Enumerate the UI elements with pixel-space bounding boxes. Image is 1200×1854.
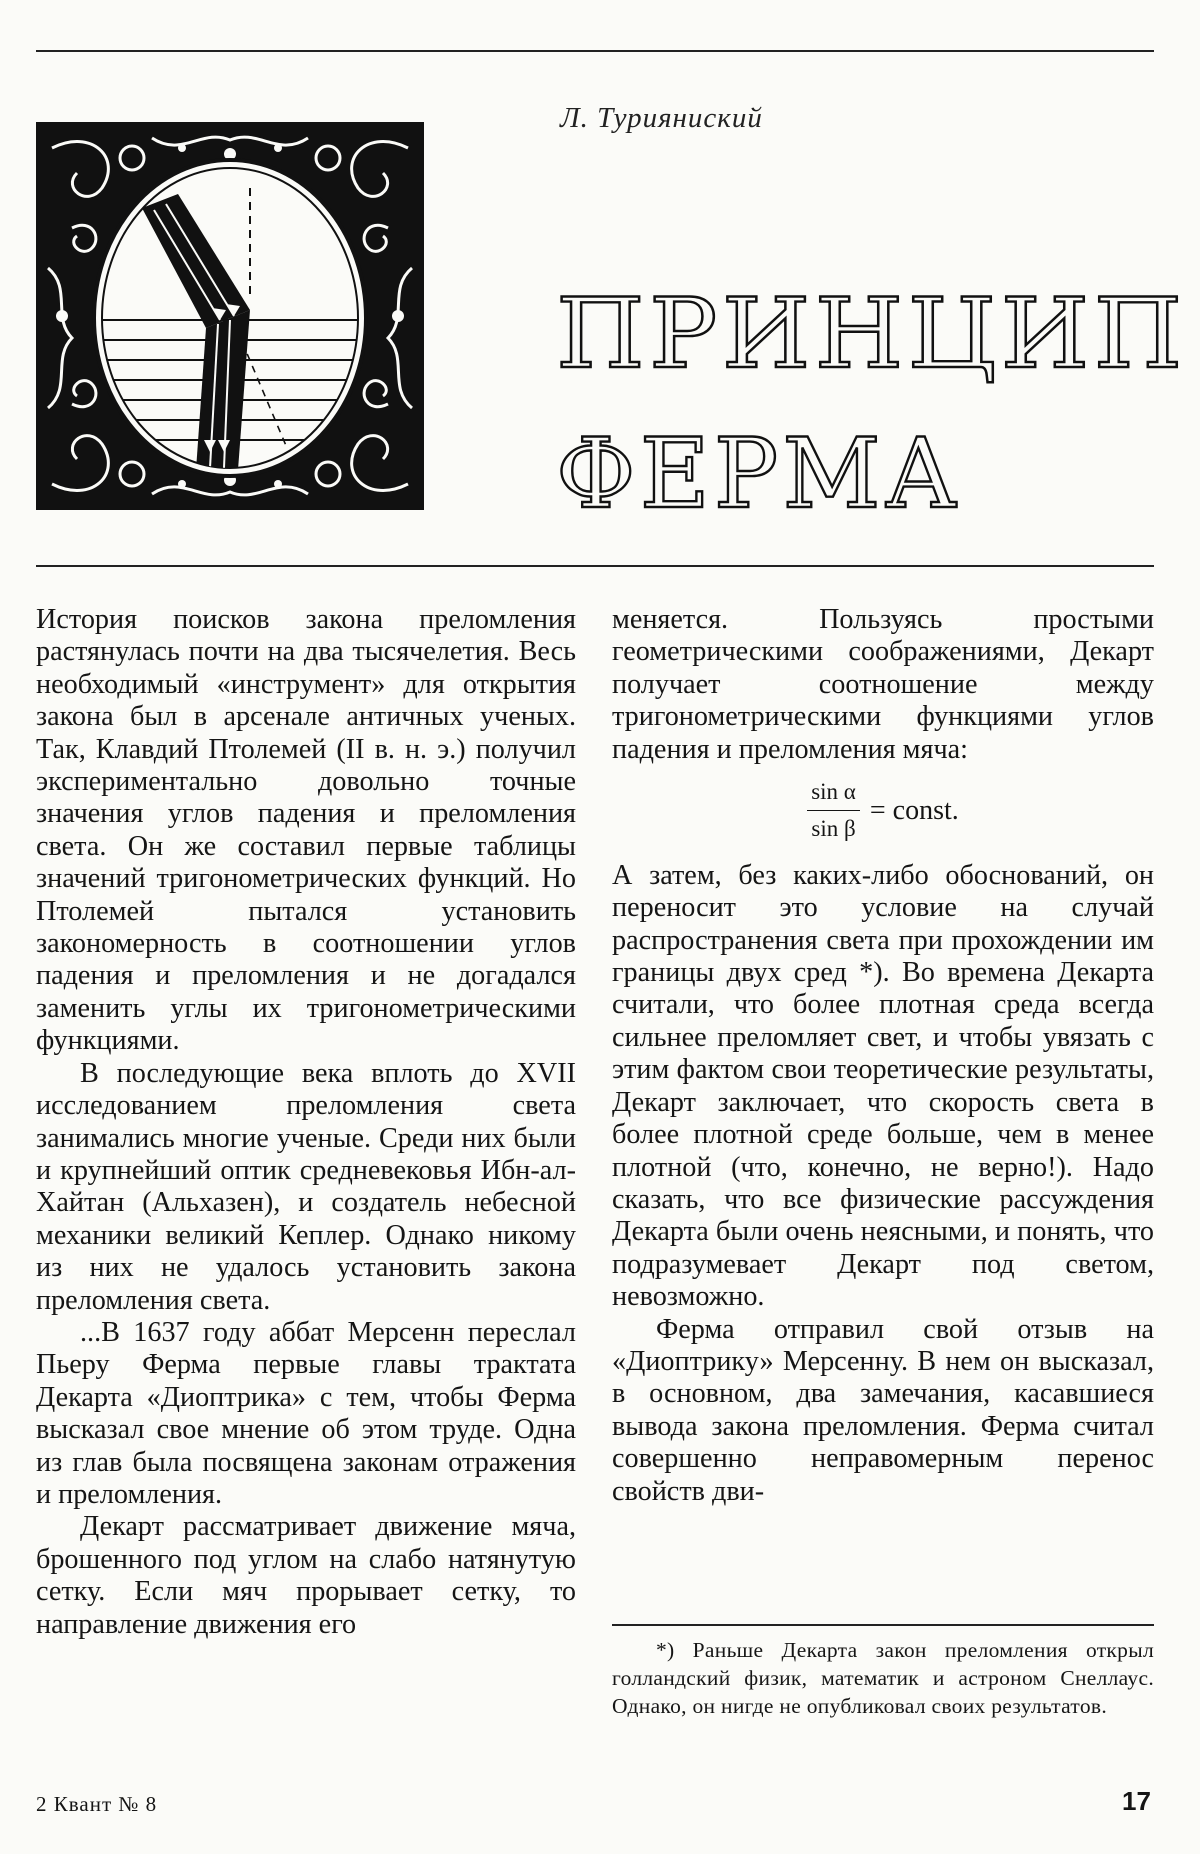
formula-numerator: sin α: [807, 776, 860, 811]
paragraph: Декарт рассматривает движение мяча, брошенного под углом на слабо натянутую сетку. Если мяч прорывает сетку, то направление движения его: [36, 1511, 576, 1640]
page-number: 17: [1122, 1786, 1151, 1816]
paragraph: А затем, без каких-либо обоснований, он переносит это условие на случай распространения света при прохождении им границы двух сред *). Во времена Декарта считали, что более плотная среда всегда сильнее преломляет свет, и чтобы увязать с этим фактом свои теоретические результаты, Декарт заключает, что скорость света в более плотной среде больше, чем в менее плотной (что, конечно, не верно!). Надо сказать, что все физические рассуждения Декарта были очень неясными, и понять, что подразумевает Декарт под светом, невозможно.: [612, 859, 1154, 1313]
right-column: [612, 604, 1154, 1508]
article-title-line-2: ФЕРМА: [556, 418, 962, 530]
top-rule: [36, 50, 1154, 52]
article-title-line-1: ПРИНЦИП: [556, 278, 1187, 390]
left-column: [36, 604, 576, 1641]
paragraph: меняется. Пользуясь простыми геометрическими соображениями, Декарт получает соотношение между тригонометрическими функциями углов падения и преломления мяча:: [612, 604, 1154, 765]
formula-rhs: = const.: [869, 794, 959, 826]
refraction-formula: [612, 776, 1154, 846]
author-name: Л. Турияниский: [560, 102, 763, 134]
paragraph: В последующие века вплоть до XVII исследованием преломления света занимались многие ученые. Среди них были и крупнейший оптик средневековья Ибн-ал-Хайтан (Альхазен), и создатель небесной механики великий Кеплер. Однако никому из них не удалось установить закона преломления света.: [36, 1057, 576, 1316]
section-rule: [36, 565, 1154, 567]
paragraph: История поисков закона преломления растянулась почти на два тысячелетия. Весь необходимый «инструмент» для открытия закона был в арсенале античных ученых. Так, Клавдий Птолемей (II в. н. э.) получил экспериментально довольно точные значения углов падения и преломления света. Он же составил первые таблицы значений тригонометрических функций. Но Птолемей пытался установить закономерность в соотношении углов падения и преломления и не догадался заменить углы их тригонометрическими функциями.: [36, 604, 576, 1057]
formula-denominator: sin β: [811, 816, 856, 842]
formula-fraction: [807, 776, 860, 846]
footnote-rule: [612, 1624, 1154, 1626]
footnote-text: *) Раньше Декарта закон преломления открыл голландский физик, математик и астроном Снеллаус. Однако, он нигде не опубликовал своих результатов.: [612, 1638, 1154, 1718]
refraction-emblem-illustration: [32, 118, 428, 514]
paragraph: ...В 1637 году аббат Мерсенн переслал Пьеру Ферма первые главы трактата Декарта «Диоптрика» с тем, чтобы Ферма высказал свое мнение об этом труде. Одна из глав была посвящена законам отражения и преломления.: [36, 1316, 576, 1510]
footnote: [612, 1636, 1154, 1720]
signature-mark: 2 Квант № 8: [36, 1792, 158, 1816]
paragraph: Ферма отправил свой отзыв на «Диоптрику» Мерсенну. В нем он высказал, в основном, два замечания, касавшиеся вывода закона преломления. Ферма считал совершенно неправомерным перенос свойств дви-: [612, 1313, 1154, 1507]
